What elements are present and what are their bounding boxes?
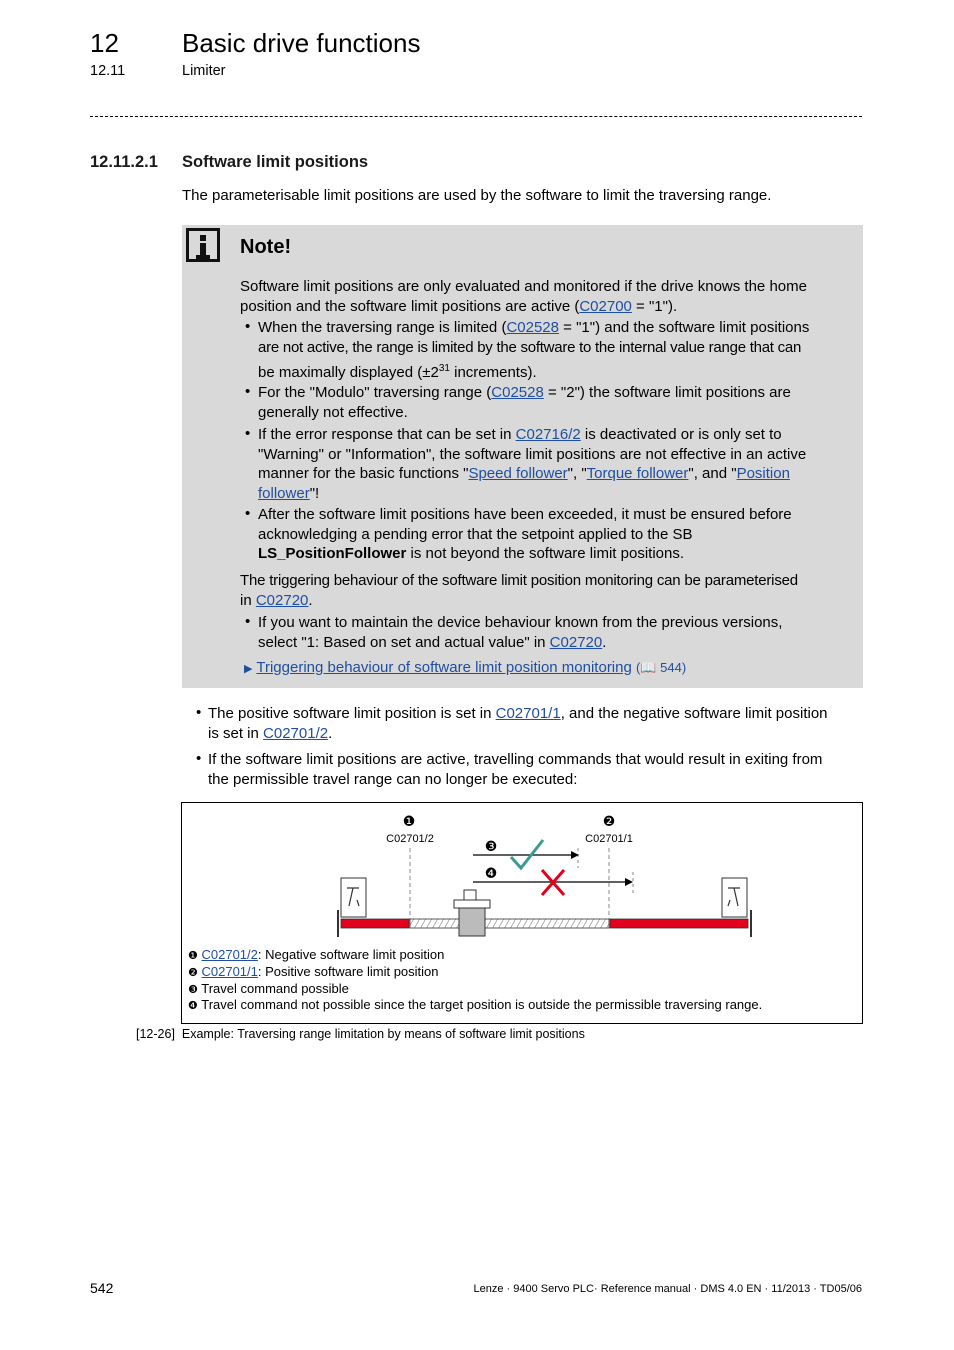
link-c02716-2[interactable]: C02716/2 <box>515 426 581 443</box>
marker-2: ❷ <box>602 814 616 830</box>
note-text: . <box>602 633 607 651</box>
note-text: "! <box>309 484 320 502</box>
note-text: = "2") the software limit positions are <box>543 384 791 401</box>
carriage-plate <box>454 900 490 908</box>
figure-caption <box>136 1027 585 1041</box>
note-text: is not beyond the software limit positions. <box>406 545 684 562</box>
footer-doc-info: Lenze · 9400 Servo PLC· Reference manual · DMS 4.0 EN · 11/2013 · TD05/06 <box>473 1283 862 1295</box>
legend-text: Travel command not possible since the target position is outside the permissible traversing range. <box>201 997 763 1012</box>
link-c02720[interactable]: C02720 <box>549 633 603 651</box>
bullet-dot: • <box>245 613 251 630</box>
link-position-follower[interactable]: Position <box>736 465 790 482</box>
check-icon <box>511 840 543 868</box>
chapter-number: 12 <box>90 28 119 58</box>
book-icon: 📖 <box>640 660 657 675</box>
marker-1: ❶ <box>188 950 198 962</box>
triangle-right-icon: ▶ <box>244 663 253 675</box>
link-c02701-2[interactable]: C02701/2 <box>263 724 329 742</box>
positive-forbidden-zone <box>610 919 748 928</box>
legend-text: : Negative software limit position <box>257 947 445 962</box>
main-bullet-2 <box>208 750 864 789</box>
body-text: If the software limit positions are active, travelling commands that would result in exiting from <box>208 751 823 768</box>
main-bullet-1 <box>208 704 864 743</box>
section-number: 12.11 <box>90 63 126 79</box>
link-c02701-1[interactable]: C02701/1 <box>495 705 561 722</box>
xref-page[interactable]: (📖 544) <box>636 660 687 675</box>
note-text: If you want to maintain the device behaviour known from the previous versions, <box>258 614 783 631</box>
link-c02720[interactable]: C02720 <box>255 591 309 609</box>
bullet-dot: • <box>196 704 202 721</box>
note-bullet-3 <box>258 425 846 503</box>
marker-3: ❸ <box>484 839 498 855</box>
note-text: acknowledging a pending error that the setpoint applied to the SB <box>258 525 693 543</box>
note-text: After the software limit positions have been exceeded, it must be ensured before <box>258 506 792 523</box>
carriage-body <box>459 908 485 936</box>
note-text: is deactivated or is only set to <box>580 426 782 443</box>
page-number: 542 <box>90 1280 114 1296</box>
note-bullet-4 <box>258 505 846 564</box>
note-text: ", and " <box>688 465 737 482</box>
xref-page-number: 544 <box>660 660 682 675</box>
note-text: For the "Modulo" traversing range ( <box>258 384 492 401</box>
bullet-dot: • <box>245 383 251 400</box>
body-text: , and the negative software limit position <box>560 705 828 722</box>
chapter-title: Basic drive functions <box>182 28 421 58</box>
carriage-top <box>464 890 476 900</box>
xref-link[interactable]: Triggering behaviour of software limit position monitoring <box>256 659 632 676</box>
arrowhead <box>625 878 633 886</box>
label-negative-limit: C02701/2 <box>386 833 434 845</box>
heading-number: 12.11.2.1 <box>90 153 158 171</box>
marker-2: ❷ <box>188 967 198 979</box>
marker-1: ❶ <box>402 814 416 830</box>
marker-3: ❸ <box>188 984 198 996</box>
body-text: . <box>328 724 333 742</box>
link-c02528[interactable]: C02528 <box>506 319 559 336</box>
marker-4: ❹ <box>188 1000 198 1012</box>
info-icon <box>186 228 220 262</box>
body-text: The positive software limit position is set in <box>208 705 496 722</box>
note-text: Software limit positions are only evaluated and monitored if the drive knows the home <box>240 278 807 295</box>
link-c02701-2[interactable]: C02701/2 <box>201 947 258 962</box>
heading-title: Software limit positions <box>182 153 369 171</box>
bullet-dot: • <box>245 505 251 522</box>
note-title: Note! <box>240 236 292 258</box>
note-text: generally not effective. <box>258 403 408 421</box>
link-c02700[interactable]: C02700 <box>579 297 632 315</box>
note-text: = "1") and the software limit positions <box>558 319 810 336</box>
permissible-range <box>410 919 609 928</box>
note-bullet-2 <box>258 383 846 422</box>
note-bullet-5 <box>258 613 846 652</box>
note-paragraph-2 <box>240 571 844 610</box>
arrowhead <box>571 851 579 859</box>
link-c02528[interactable]: C02528 <box>491 384 544 401</box>
negative-forbidden-zone <box>341 919 409 928</box>
legend-item-4 <box>188 996 762 1015</box>
note-text: ", " <box>567 465 587 482</box>
note-text: "Warning" or "Information", the software limit positions are not effective in an active <box>258 445 807 463</box>
bullet-dot: • <box>245 425 251 442</box>
link-speed-follower[interactable]: Speed follower <box>468 465 568 482</box>
note-text: in <box>240 591 256 609</box>
note-text: = "1"). <box>631 297 678 315</box>
intro-paragraph: The parameterisable limit positions are used by the software to limit the traversing range. <box>182 187 772 204</box>
body-text: is set in <box>208 724 264 742</box>
left-limit-switch-icon <box>341 878 366 917</box>
superscript: 31 <box>438 363 450 374</box>
bullet-dot: • <box>245 318 251 335</box>
caption-number: [12-26] <box>136 1027 175 1041</box>
note-text: increments). <box>449 364 537 381</box>
note-bullet-1 <box>258 318 846 383</box>
marker-4: ❹ <box>484 866 498 882</box>
note-text: be maximally displayed (±2 <box>258 364 439 381</box>
link-torque-follower[interactable]: Torque follower <box>586 465 689 482</box>
link-position-follower[interactable]: follower <box>258 484 310 502</box>
note-text: select "1: Based on set and actual value" in <box>258 633 550 651</box>
note-text: are not active, the range is limited by the software to the internal value range that can <box>258 338 802 356</box>
body-text: the permissible travel range can no longer be executed: <box>208 770 578 788</box>
note-text: . <box>308 591 313 609</box>
note-text: If the error response that can be set in <box>258 426 516 443</box>
header-divider <box>90 116 862 117</box>
note-paragraph-1 <box>240 277 844 316</box>
cross-reference[interactable] <box>244 659 686 676</box>
section-title: Limiter <box>182 63 226 79</box>
note-text: The triggering behaviour of the software limit position monitoring can be parameterised <box>240 572 798 589</box>
label-positive-limit: C02701/1 <box>585 833 633 845</box>
legend-text: : Positive software limit position <box>257 964 439 979</box>
bullet-dot: • <box>196 750 202 767</box>
bold-identifier: LS_PositionFollower <box>258 545 407 562</box>
limit-diagram <box>181 802 863 947</box>
right-limit-switch-icon <box>722 878 747 917</box>
link-c02701-1[interactable]: C02701/1 <box>201 964 258 979</box>
note-text: manner for the basic functions " <box>258 465 469 482</box>
note-text: When the traversing range is limited ( <box>258 319 507 336</box>
legend-text: Travel command possible <box>201 981 349 996</box>
caption-text: Example: Traversing range limitation by means of software limit positions <box>181 1027 585 1041</box>
note-text: position and the software limit positions are active ( <box>240 297 580 315</box>
